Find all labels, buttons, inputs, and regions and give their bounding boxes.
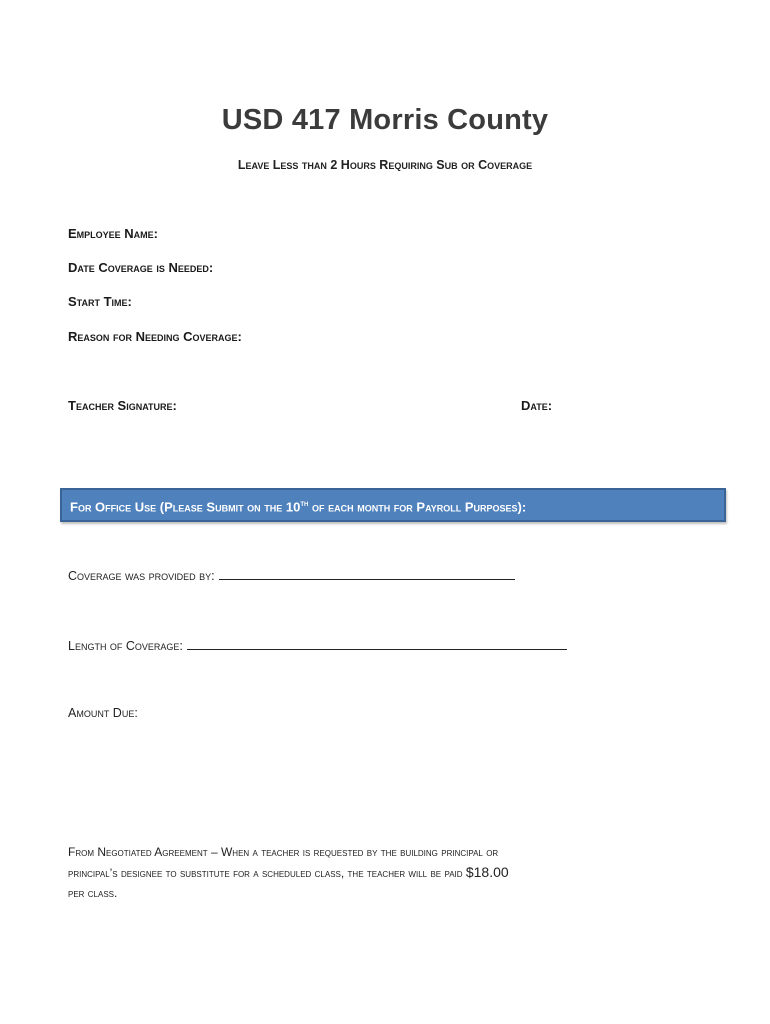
office-use-heading: [70, 499, 526, 514]
office-use-text-before: For Office Use (Please Submit on the 10: [70, 499, 301, 515]
amount-due-label: Amount Due:: [68, 706, 138, 720]
coverage-provided-row: [68, 567, 515, 583]
office-use-text-after: of each month for Payroll Purposes):: [308, 499, 527, 515]
office-use-superscript: th: [300, 499, 309, 508]
pay-amount: $18.00: [465, 864, 509, 880]
coverage-provided-label: Coverage was provided by:: [68, 569, 215, 583]
signature-date-label: Date:: [521, 398, 553, 413]
reason-label: Reason for Needing Coverage:: [68, 329, 242, 344]
length-of-coverage-blank[interactable]: [187, 637, 567, 650]
agreement-line-1: From Negotiated Agreement – When a teacher is requested by the building principal or: [68, 845, 499, 859]
teacher-signature-label: Teacher Signature:: [68, 398, 177, 413]
employee-name-label: Employee Name:: [68, 226, 159, 241]
form-title: USD 417 Morris County: [221, 104, 549, 136]
amount-due-row: [68, 706, 138, 720]
agreement-line-2-text: principal’s designee to substitute for a scheduled class, the teacher will be paid: [68, 866, 466, 880]
start-time-label: Start Time:: [68, 294, 132, 309]
agreement-line-2: [68, 862, 668, 883]
date-needed-label: Date Coverage is Needed:: [68, 260, 214, 275]
agreement-line-3: per class.: [68, 886, 118, 900]
office-use-banner: [60, 488, 726, 522]
length-of-coverage-label: Length of Coverage:: [68, 639, 183, 653]
length-of-coverage-row: [68, 637, 567, 653]
coverage-provided-blank[interactable]: [219, 567, 515, 580]
form-subtitle: Leave Less than 2 Hours Requiring Sub or Coverage: [237, 158, 533, 172]
negotiated-agreement-note: [68, 842, 668, 903]
